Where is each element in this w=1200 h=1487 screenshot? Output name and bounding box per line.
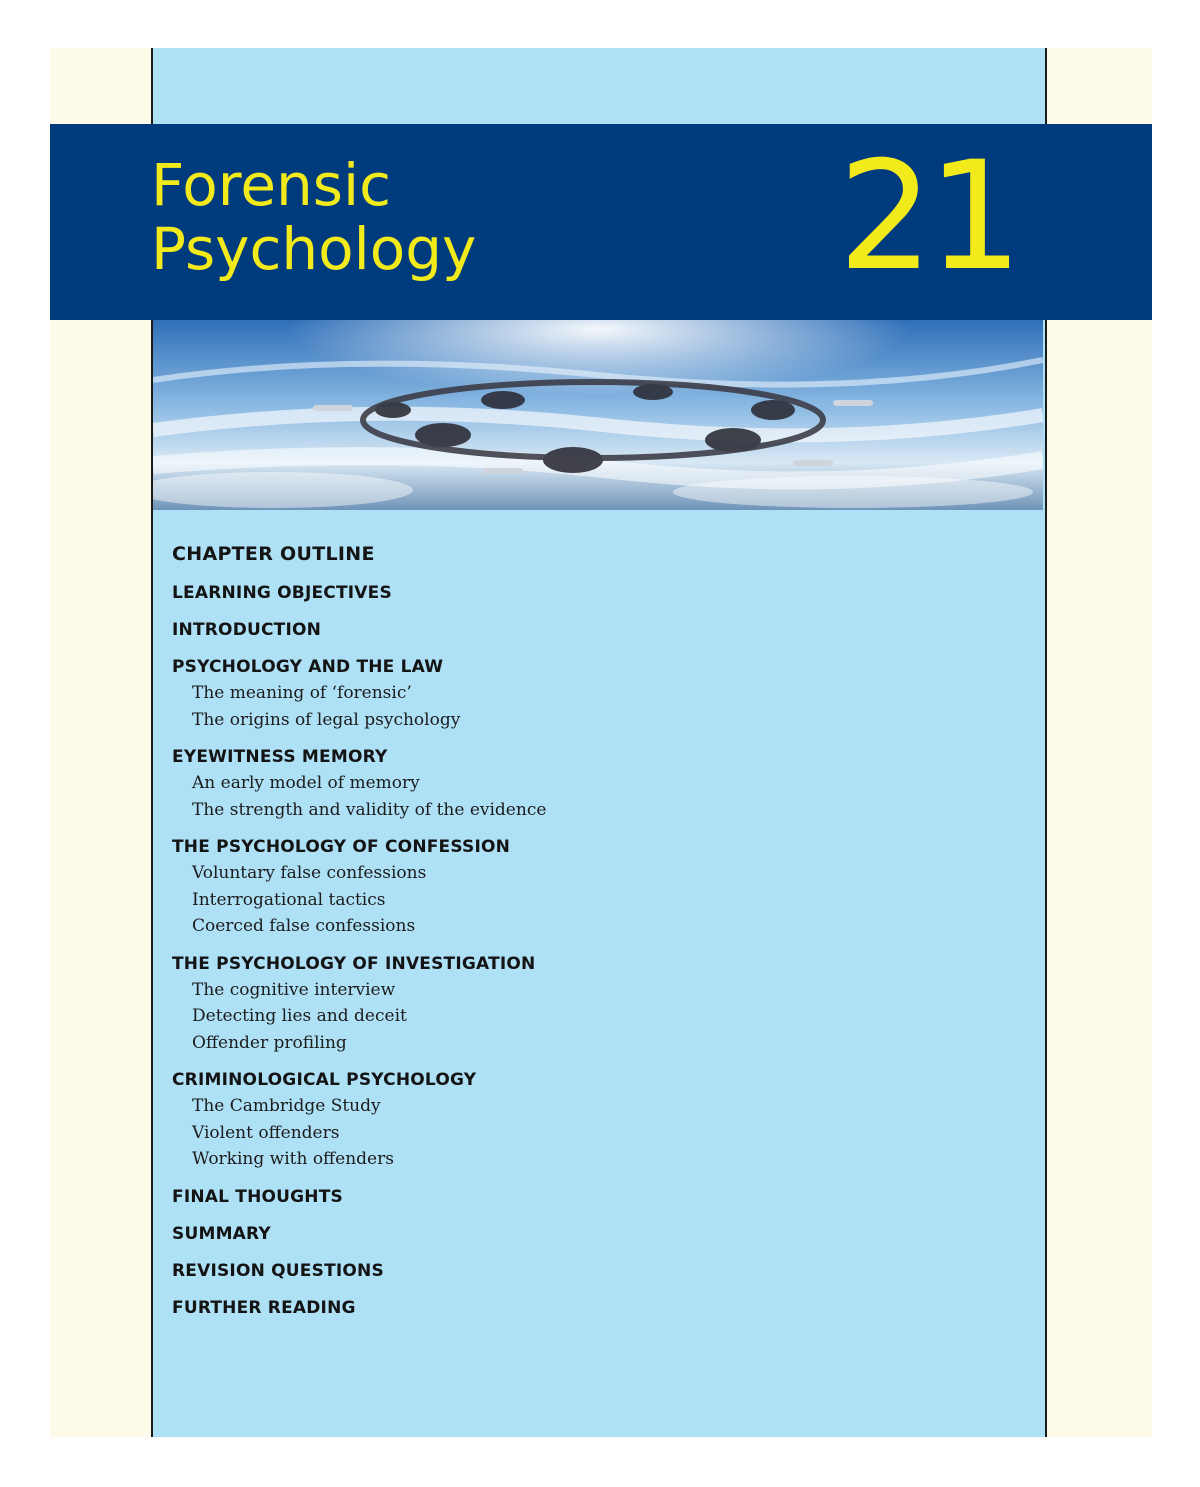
outline-subsection-item: The origins of legal psychology: [192, 709, 461, 730]
outline-subsection-item: Voluntary false confessions: [192, 863, 427, 883]
outline-section-title: CRIMINOLOGICAL PSYCHOLOGY: [172, 1070, 477, 1090]
outline-subsection-list: [172, 1093, 972, 1173]
chapter-title-line-2: Psychology: [151, 215, 477, 283]
outline-section: [172, 580, 972, 606]
outline-section-title: LEARNING OBJECTIVES: [172, 583, 392, 603]
outline-subsection-item: Offender profiling: [192, 1032, 347, 1053]
outline-section: [172, 1184, 972, 1210]
outline-section-title: REVISION QUESTIONS: [172, 1260, 384, 1281]
outline-section: [172, 834, 972, 940]
outline-subsection-item: Working with offenders: [192, 1149, 394, 1169]
outline-subsection-item: The Cambridge Study: [192, 1096, 381, 1116]
outline-section-title: THE PSYCHOLOGY OF INVESTIGATION: [172, 953, 536, 974]
outline-section-title: FINAL THOUGHTS: [172, 1186, 343, 1207]
skydivers-formation-photo: [153, 320, 1043, 510]
outline-subsection-item: Coerced false confessions: [192, 916, 416, 936]
outline-section: [172, 1295, 972, 1321]
outline-subsection-item: The cognitive interview: [192, 979, 396, 1000]
outline-subsection-list: [172, 977, 972, 1057]
outline-subsection-list: [172, 770, 972, 823]
chapter-outline-heading: CHAPTER OUTLINE: [172, 543, 375, 565]
chapter-title: [151, 153, 476, 281]
outline-section-title: INTRODUCTION: [172, 620, 322, 640]
outline-subsection-item: Violent offenders: [192, 1122, 340, 1143]
outline-subsection-list: [172, 860, 972, 940]
outline-subsection-item: Interrogational tactics: [192, 889, 386, 910]
outline-section: [172, 1221, 972, 1247]
outline-section: [172, 1258, 972, 1284]
outline-subsection-item: An early model of memory: [192, 773, 420, 793]
outline-section: [172, 951, 972, 1057]
outline-subsection-item: The strength and validity of the evidence: [192, 799, 547, 820]
outline-section-title: PSYCHOLOGY AND THE LAW: [172, 657, 444, 677]
outline-section: [172, 1067, 972, 1173]
chapter-number: 21: [838, 130, 1017, 304]
outline-subsection-item: The meaning of ‘forensic’: [192, 683, 412, 703]
outline-section: [172, 617, 972, 643]
outline-subsection-list: [172, 680, 972, 733]
chapter-title-line-1: Forensic: [151, 151, 392, 219]
outline-section-title: EYEWITNESS MEMORY: [172, 747, 388, 767]
chapter-outline: [172, 540, 972, 1332]
outline-subsection-item: Detecting lies and deceit: [192, 1006, 407, 1026]
outline-sections: [172, 580, 972, 1321]
outline-section-title: FURTHER READING: [172, 1297, 356, 1318]
outline-section: [172, 744, 972, 823]
outline-section-title: SUMMARY: [172, 1223, 271, 1244]
outline-section-title: THE PSYCHOLOGY OF CONFESSION: [172, 837, 511, 857]
outline-section: [172, 654, 972, 733]
